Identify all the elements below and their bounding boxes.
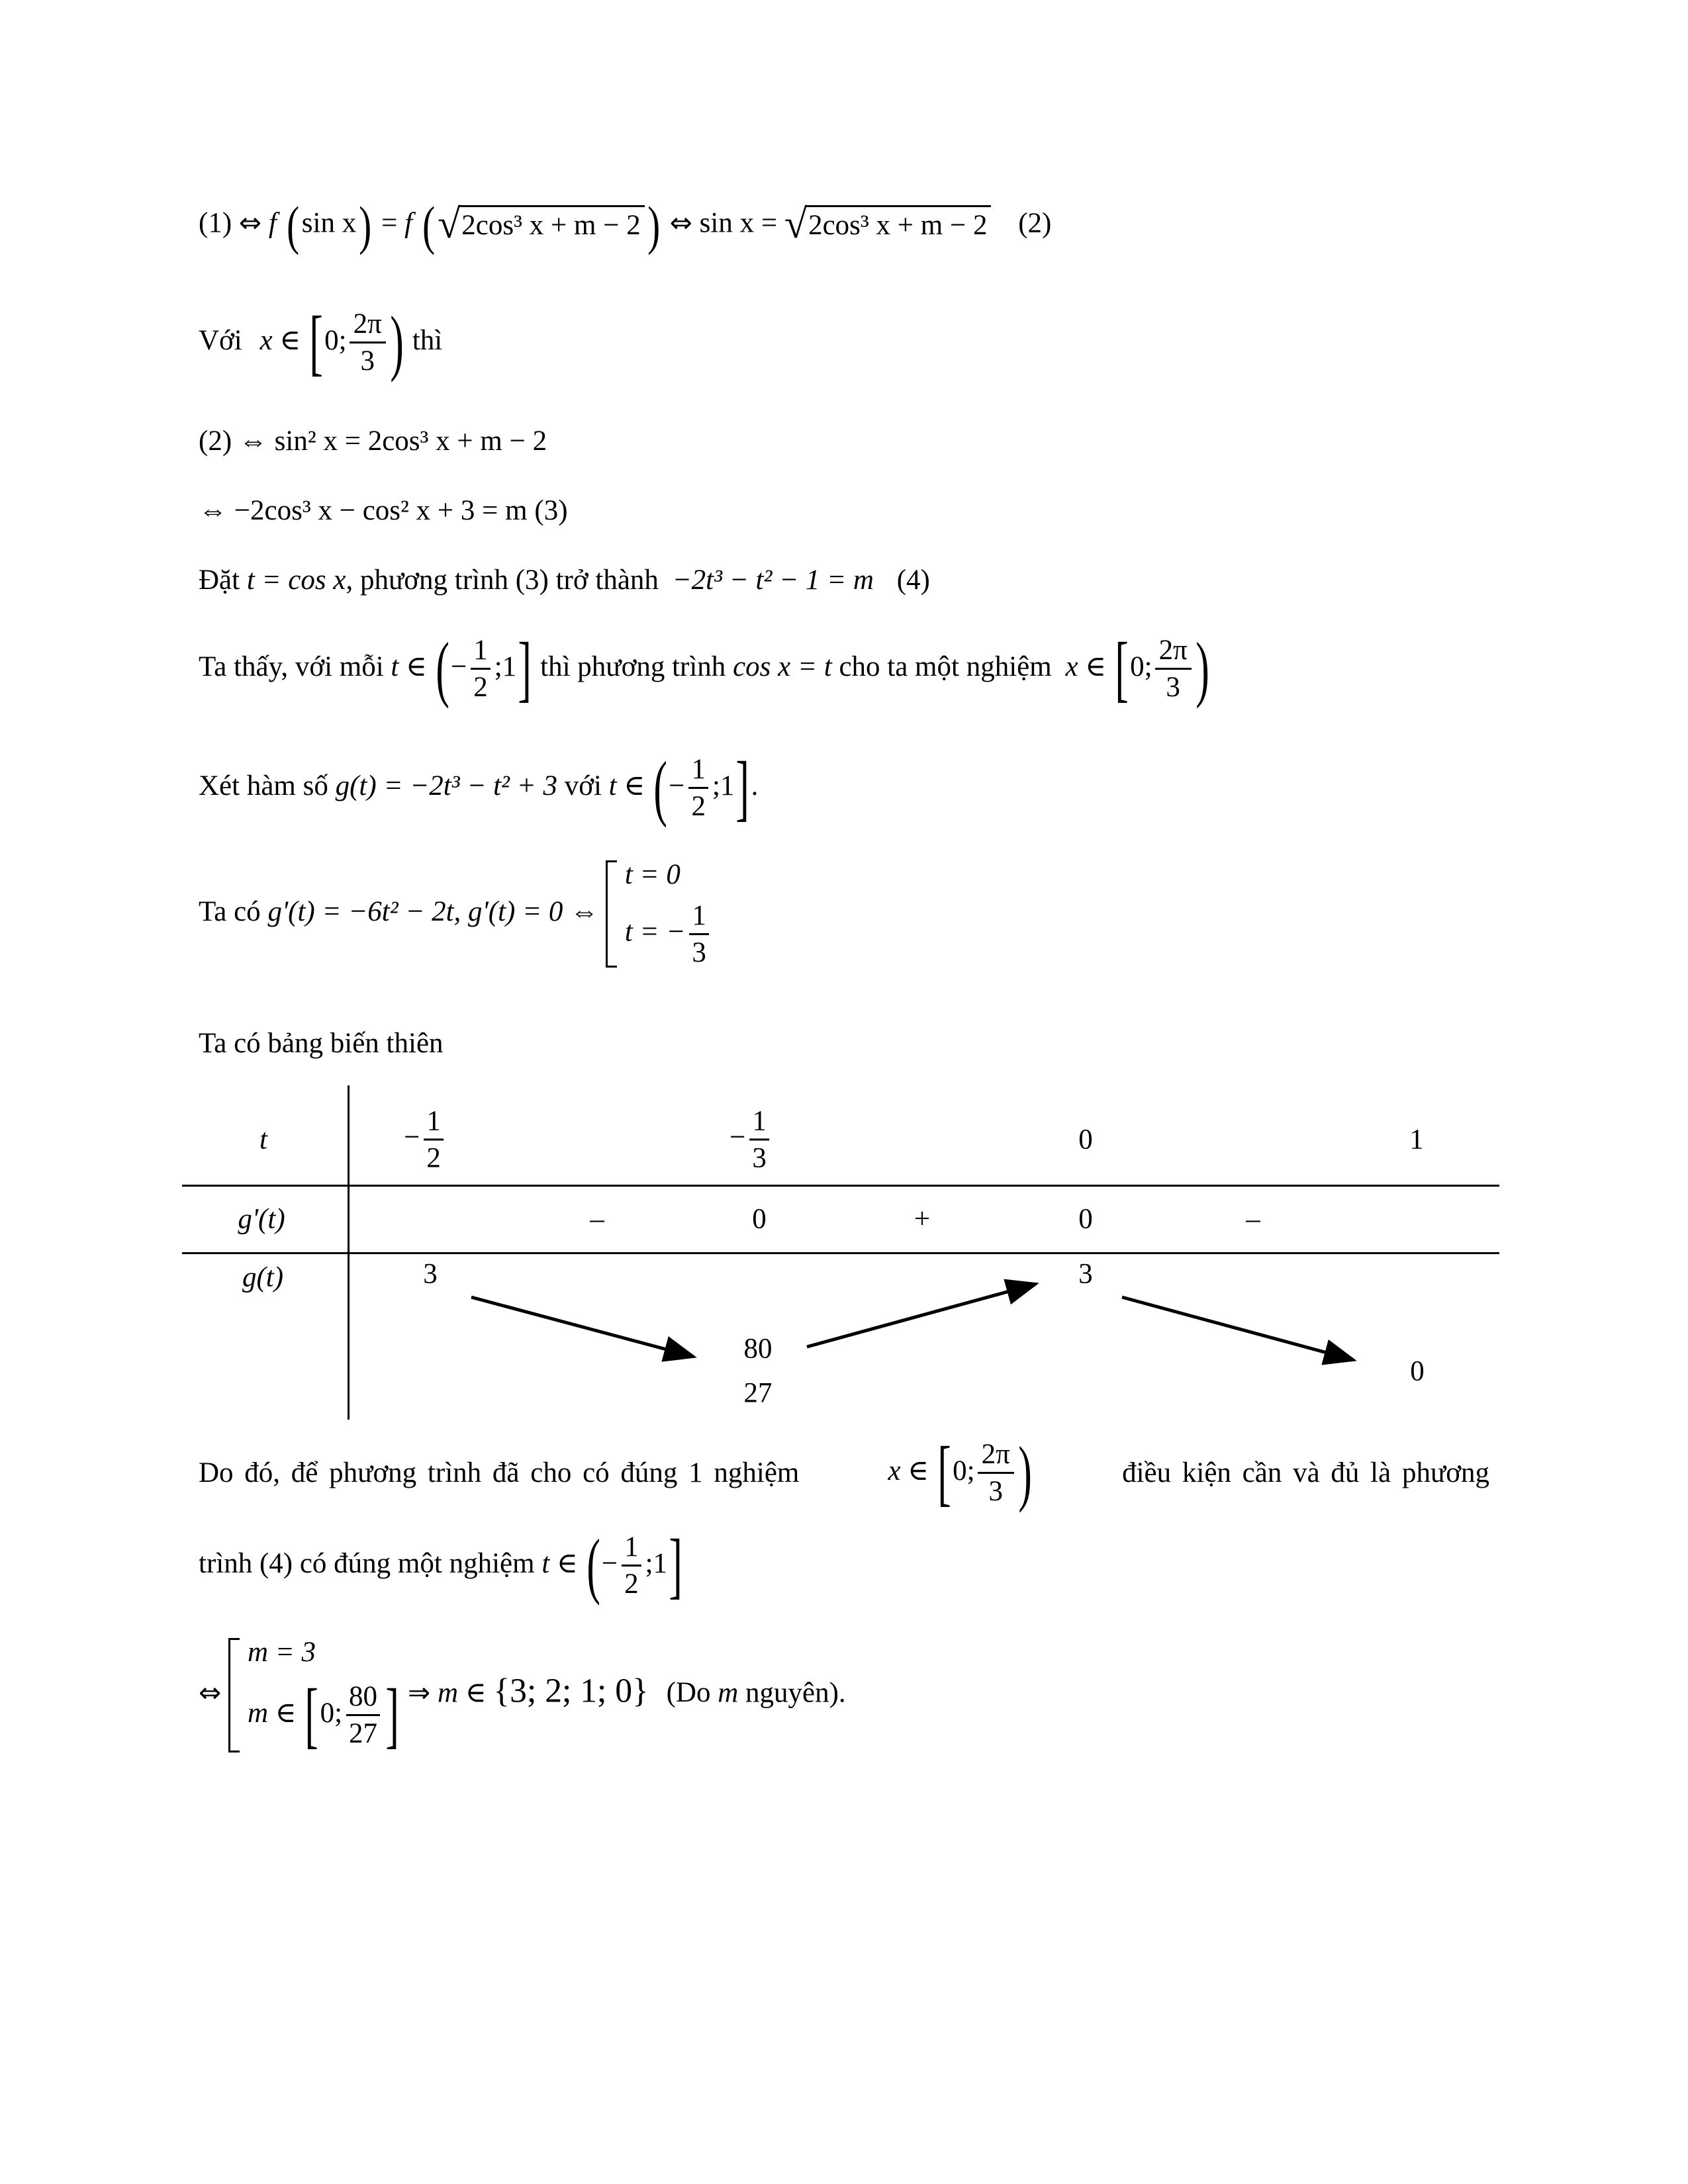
row-label-t: t	[259, 1124, 267, 1156]
t-value-zero: 0	[1078, 1124, 1093, 1156]
conclusion-line-2: trình (4) có đúng một nghiệm t ∈ (− $\frac{1}{2}$ ;1]	[199, 1524, 682, 1606]
condition-system: m = 3 m ∈ [0; $\frac{80}{27}$ ]	[228, 1638, 400, 1752]
conclusion-line-1: Do đó, để phương trình đã cho có đúng 1 nghiệm x ∈ [0; $\frac{2\pi}{3}$ ) điều kiện cần và đủ là phương	[199, 1432, 1489, 1514]
g-value-3-left: 3	[423, 1258, 438, 1290]
observation: Ta thấy, với mỗi t ∈ (− $\frac{1}{2}$ ;1] thì phương trình cos x = t cho ta một nghiệm x ∈ [0; $\frac{2\pi}{3}$ )	[199, 627, 1209, 709]
row-label-g: g(t)	[242, 1261, 284, 1293]
fraction-2pi-3: $\frac{2\pi}{3}$	[1155, 635, 1192, 702]
t-value-minus-half: − $\frac{1}{2}$	[404, 1106, 447, 1173]
sqrt-expression: √ 2cos³ x + m − 2	[438, 205, 645, 246]
gprime-zero-1: 0	[752, 1203, 767, 1235]
domain-statement: Với x ∈ [0; $\frac{2\pi}{3}$ ) thì	[199, 301, 443, 383]
g-value-80-27: 80 27	[743, 1333, 773, 1409]
arrow-decreasing-2	[1122, 1297, 1354, 1360]
final-answer: ⇔ m = 3 m ∈ [0; $\frac{80}{27}$ ] ⇒ m ∈ {3; 2; 1; 0} (Do m nguyên).	[199, 1637, 846, 1756]
g-value-3-right: 3	[1078, 1258, 1093, 1290]
equation-2: (2) ⇔ sin² x = 2cos³ x + m − 2	[199, 426, 547, 457]
fraction-1-2: $\frac{1}{2}$	[469, 635, 492, 702]
equation-1: (1) ⇔ f (sin x) = f ( √ 2cos³ x + m − 2 ) ⇔ sin x = √ 2cos³ x + m − 2 (2)	[199, 195, 1052, 255]
substitution: Đặt t = cos x, phương trình (3) trở thành −2t³ − t² − 1 = m (4)	[199, 565, 930, 596]
arrow-decreasing-1	[471, 1297, 694, 1357]
equation-3: ⇔ −2cos³ x − cos² x + 3 = m (3)	[199, 495, 568, 526]
sqrt-expression-2: √ 2cos³ x + m − 2	[784, 205, 992, 246]
roots-system: t = 0 t = − $\frac{1}{3}$	[606, 860, 713, 968]
fraction-1-2: $\frac{1}{2}$	[687, 754, 710, 821]
sign-positive: +	[914, 1203, 931, 1235]
variation-arrows	[182, 1085, 1499, 1420]
t-value-one: 1	[1409, 1124, 1424, 1156]
gprime-zero-2: 0	[1078, 1203, 1093, 1235]
sign-negative-1: –	[590, 1203, 604, 1235]
fraction-2pi-3: $\frac{2\pi}{3}$	[350, 309, 386, 376]
derivative: Ta có g'(t) = −6t² − 2t, g'(t) = 0 ⇔ t = 0 t = − $\frac{1}{3}$	[199, 860, 713, 968]
t-value-minus-third: − $\frac{1}{3}$	[729, 1106, 773, 1173]
arrow-increasing	[807, 1284, 1036, 1347]
sign-negative-2: –	[1246, 1203, 1260, 1235]
g-value-0: 0	[1410, 1355, 1425, 1387]
variation-table	[182, 1085, 1499, 1420]
table-title: Ta có bảng biến thiên	[199, 1028, 444, 1059]
row-label-gprime: g'(t)	[238, 1203, 285, 1235]
function-definition: Xét hàm số g(t) = −2t³ − t² + 3 với t ∈ (− $\frac{1}{2}$ ;1].	[199, 747, 759, 829]
